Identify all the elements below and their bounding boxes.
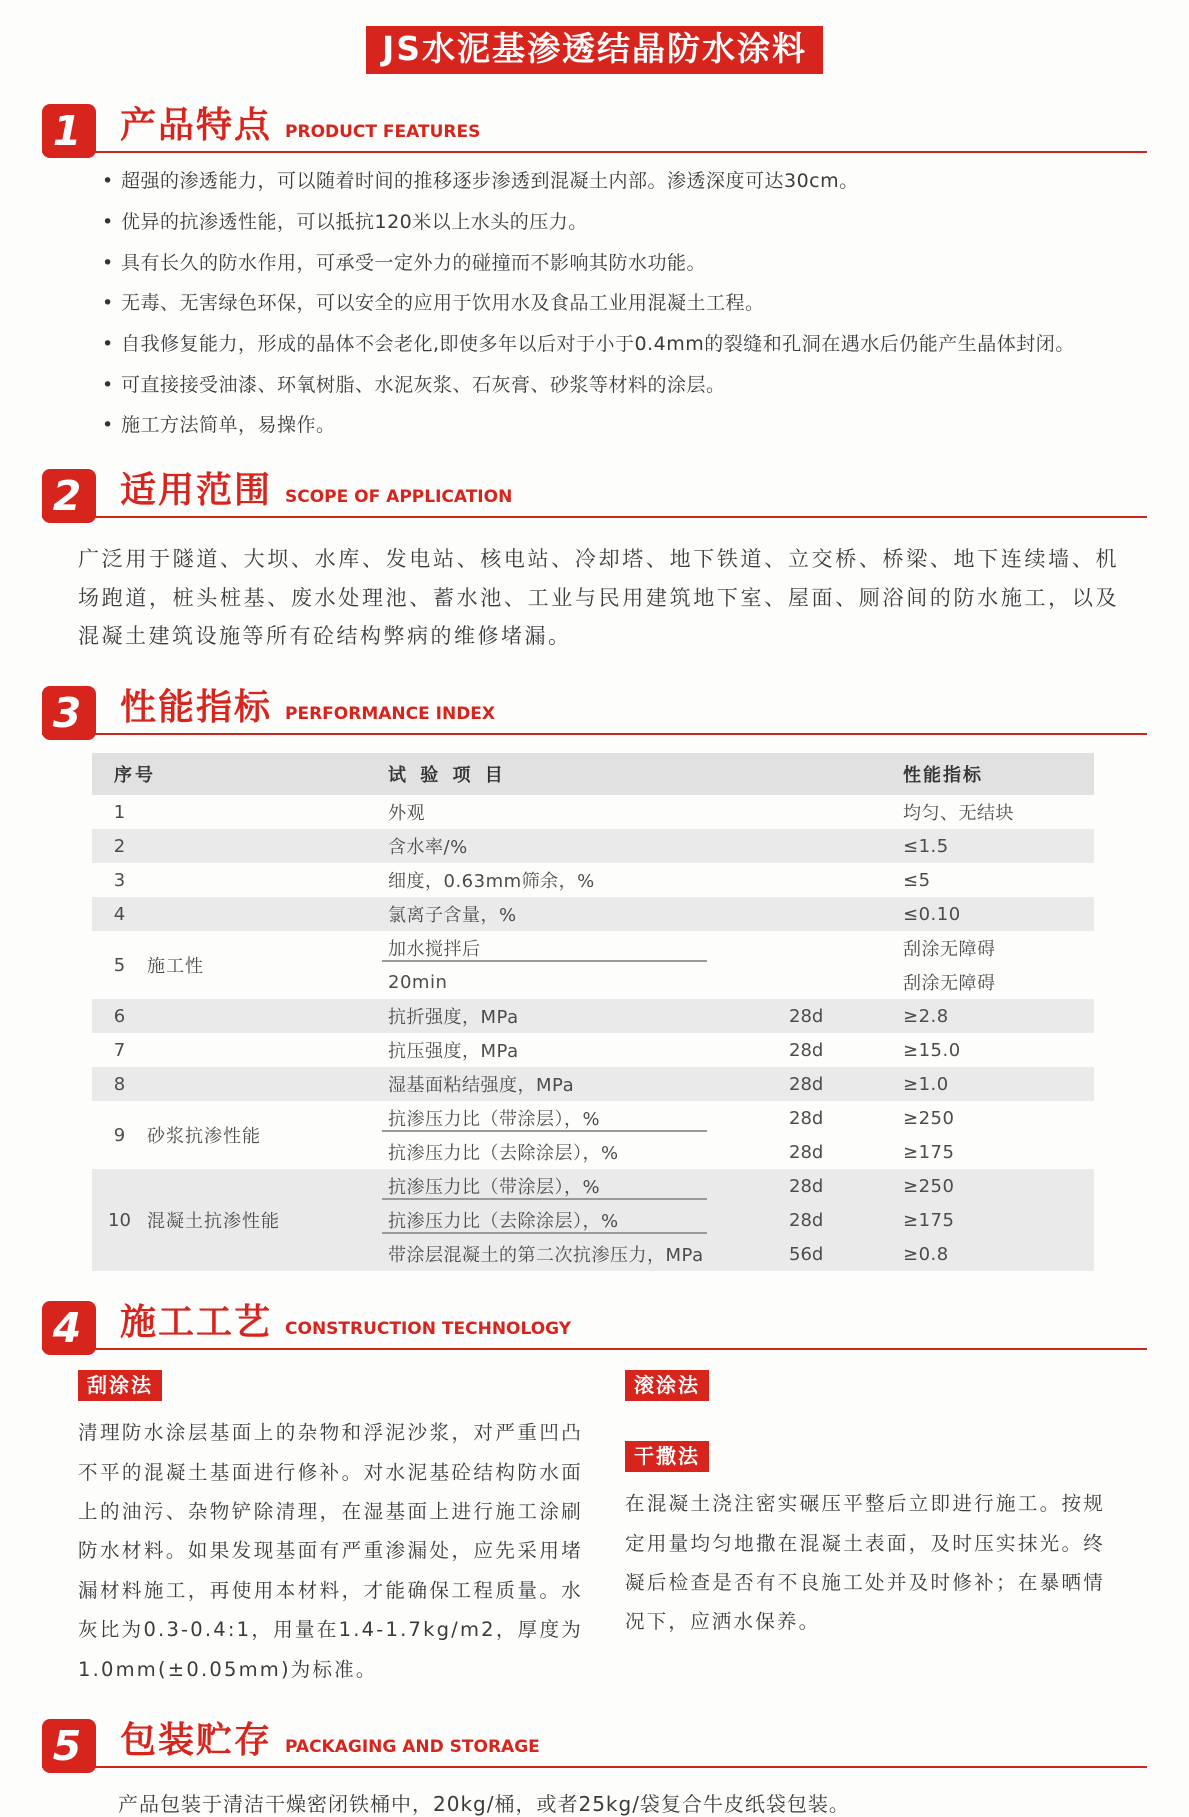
- cell-index-value: ≥15.0: [903, 1039, 961, 1061]
- section-subtitle: PACKAGING AND STORAGE: [285, 1736, 540, 1757]
- table-row: [92, 795, 1094, 829]
- section-construction: [42, 1301, 1147, 1689]
- cell-age: 28d: [789, 1175, 824, 1197]
- section-title: 产品特点: [120, 105, 273, 147]
- section-number-badge: 4: [42, 1301, 96, 1355]
- cell-index-value: ≥250: [903, 1175, 955, 1197]
- header-item: 试 验 项 目: [388, 765, 507, 787]
- table-subrow: [382, 999, 1094, 1033]
- feature-item: • 无毒、无害绿色环保，可以安全的应用于饮用水及食品工业用混凝土工程。: [102, 291, 1147, 317]
- cell-test-item: 加水搅拌后: [382, 935, 767, 961]
- section-title: 包装贮存: [120, 1719, 273, 1761]
- header-no: 序号: [114, 765, 156, 787]
- section-performance-header: [42, 686, 1147, 738]
- section-performance: [42, 686, 1147, 1271]
- table-subrow: [382, 1135, 1094, 1169]
- header-value: 性能指标: [903, 765, 983, 787]
- table-row: [92, 1067, 1094, 1101]
- table-subrow: [382, 829, 1094, 863]
- table-subrow: [382, 1067, 1094, 1101]
- row-number: 2: [113, 835, 126, 857]
- cell-test-item: 含水率/%: [388, 837, 468, 859]
- feature-item: • 可直接接受油漆、环氧树脂、水泥灰浆、石灰膏、砂浆等材料的涂层。: [102, 373, 1147, 399]
- table-subrow: [382, 897, 1094, 931]
- features-list: [102, 169, 1147, 438]
- cell-index-value: ≤0.10: [903, 903, 961, 925]
- method-text: 清理防水涂层基面上的杂物和浮泥沙浆，对严重凹凸不平的混凝土基面进行修补。对水泥基砼结构防水面上的油污、杂物铲除清理，在湿基面上进行施工涂刷防水材料。如果发现基面有严重渗漏处，应先采用堵漏材料施工，再使用本材料，才能确保工程质量。水灰比为0.3-0.4:1，用量在1.4-1.7kg/m2，厚度为1.0mm(±0.05mm)为标准。: [78, 1421, 583, 1681]
- row-number: 5: [113, 954, 126, 976]
- cell-index-value: ≥175: [903, 1141, 955, 1163]
- cell-test-item: 抗渗压力比（带涂层），%: [382, 1173, 767, 1199]
- cell-test-item: 外观: [388, 803, 425, 825]
- section-title: 施工工艺: [120, 1302, 273, 1344]
- table-subrow: [382, 1169, 1094, 1203]
- method-roll: [625, 1370, 1105, 1401]
- cell-age: 56d: [789, 1243, 824, 1265]
- product-title: JS水泥基渗透结晶防水涂料: [366, 26, 823, 74]
- cell-age: 28d: [789, 1107, 824, 1129]
- section-number-badge: 2: [42, 469, 96, 523]
- cell-test-item: 氯离子含量，%: [388, 905, 517, 927]
- cell-test-item: 细度，0.63mm筛余，%: [388, 871, 595, 893]
- table-subrow: [382, 1033, 1094, 1067]
- row-subitems: [382, 1169, 1094, 1271]
- table-row: [92, 829, 1094, 863]
- table-row: [92, 863, 1094, 897]
- cell-test-item: 抗渗压力比（带涂层），%: [382, 1105, 767, 1131]
- row-number: 8: [113, 1073, 126, 1095]
- table-subrow: [382, 863, 1094, 897]
- section-subtitle: PRODUCT FEATURES: [285, 122, 481, 143]
- feature-item: • 自我修复能力，形成的晶体不会老化,即使多年以后对于小于0.4mm的裂缝和孔洞在遇水后仍能产生晶体封闭。: [102, 332, 1147, 358]
- row-number: 6: [113, 1005, 126, 1027]
- construction-columns: [78, 1370, 1147, 1689]
- row-number: 9: [113, 1124, 126, 1146]
- table-subrow: [382, 931, 1094, 965]
- row-category: [147, 829, 382, 863]
- cell-test-item: 20min: [388, 971, 448, 993]
- packaging-paragraph: 产品包装于清洁干燥密闭铁桶中，20kg/桶，或者25kg/袋复合牛皮纸袋包装。: [118, 1791, 850, 1816]
- section-scope-header: [42, 469, 1147, 518]
- method-badge: 滚涂法: [625, 1370, 709, 1401]
- row-subitems: [382, 1101, 1094, 1169]
- section-number-badge: 3: [42, 686, 96, 740]
- section-subtitle: SCOPE OF APPLICATION: [285, 486, 513, 507]
- cell-index-value: ≥1.0: [903, 1073, 949, 1095]
- cell-age: 28d: [789, 1141, 824, 1163]
- section-features-header: [42, 104, 1147, 156]
- table-subrow: [382, 1203, 1094, 1237]
- feature-item: • 超强的渗透能力，可以随着时间的推移逐步渗透到混凝土内部。渗透深度可达30cm。: [102, 169, 1147, 195]
- cell-age: 28d: [789, 1073, 824, 1095]
- section-packaging-header: [42, 1719, 1147, 1768]
- scope-paragraph: 广泛用于隧道、大坝、水库、发电站、核电站、冷却塔、地下铁道、立交桥、桥梁、地下连续墙、机场跑道，桩头桩基、废水处理池、蓄水池、工业与民用建筑地下室、屋面、厕浴间的防水施工，以及混凝土建筑设施等所有砼结构弊病的维修堵漏。: [78, 546, 1119, 649]
- feature-item: • 具有长久的防水作用，可承受一定外力的碰撞而不影响其防水功能。: [102, 251, 1147, 277]
- row-category: [147, 1033, 382, 1067]
- feature-item: • 优异的抗渗透性能，可以抵抗120米以上水头的压力。: [102, 210, 1147, 236]
- section-packaging: [42, 1719, 1147, 1817]
- table-row: [92, 999, 1094, 1033]
- cell-index-value: ≥175: [903, 1209, 955, 1231]
- cell-index-value: ≤1.5: [903, 835, 949, 857]
- table-row: [92, 1169, 1094, 1271]
- table-header-row: [92, 753, 1094, 795]
- cell-age: 28d: [789, 1209, 824, 1231]
- construction-left-column: [78, 1370, 583, 1689]
- section-subtitle: CONSTRUCTION TECHNOLOGY: [285, 1319, 572, 1340]
- cell-index-value: 均匀、无结块: [903, 803, 1014, 825]
- row-number: 4: [113, 903, 126, 925]
- row-subitems: [382, 863, 1094, 897]
- row-category: [147, 999, 382, 1033]
- cell-test-item: 带涂层混凝土的第二次抗渗压力，MPa: [388, 1245, 704, 1267]
- section-number-badge: 1: [42, 104, 96, 158]
- method-scrape: [78, 1370, 583, 1689]
- cell-index-value: 刮涂无障碍: [903, 939, 996, 961]
- cell-age: 28d: [789, 1039, 824, 1061]
- row-subitems: [382, 1067, 1094, 1101]
- row-subitems: [382, 897, 1094, 931]
- table-row: [92, 931, 1094, 999]
- table-subrow: [382, 1101, 1094, 1135]
- method-text: 在混凝土浇注密实碾压平整后立即进行施工。按规定用量均匀地撒在混凝土表面，及时压实抹光。终凝后检查是否有不良施工处并及时修补；在暴晒情况下，应洒水保养。: [625, 1492, 1105, 1634]
- construction-right-column: [625, 1370, 1105, 1689]
- section-features: [42, 104, 1147, 438]
- row-number: 10: [108, 1209, 131, 1231]
- cell-test-item: 抗渗压力比（去除涂层），%: [388, 1143, 619, 1165]
- table-subrow: [382, 965, 1094, 999]
- table-subrow: [382, 795, 1094, 829]
- row-subitems: [382, 999, 1094, 1033]
- row-category: [147, 1067, 382, 1101]
- row-subitems: [382, 931, 1094, 999]
- table-row: [92, 1033, 1094, 1067]
- method-badge: 刮涂法: [78, 1370, 162, 1401]
- cell-index-value: ≥0.8: [903, 1243, 949, 1265]
- cell-index-value: ≥250: [903, 1107, 955, 1129]
- table-row: [92, 897, 1094, 931]
- section-title: 性能指标: [120, 687, 273, 729]
- cell-index-value: ≥2.8: [903, 1005, 949, 1027]
- row-category: 砂浆抗渗性能: [147, 1126, 261, 1148]
- performance-table: [92, 753, 1094, 1271]
- row-category: [147, 795, 382, 829]
- section-title: 适用范围: [120, 469, 273, 511]
- cell-test-item: 湿基面粘结强度，MPa: [388, 1075, 575, 1097]
- row-number: 1: [113, 801, 126, 823]
- method-badge: 干撒法: [625, 1441, 709, 1472]
- row-subitems: [382, 795, 1094, 829]
- cell-test-item: 抗渗压力比（去除涂层），%: [382, 1207, 767, 1233]
- row-number: 7: [113, 1039, 126, 1061]
- table-subrow: [382, 1237, 1094, 1271]
- method-dry-sprinkle: [625, 1441, 1105, 1642]
- row-category: 施工性: [147, 956, 204, 978]
- cell-test-item: 抗折强度，MPa: [388, 1007, 519, 1029]
- row-category: 混凝土抗渗性能: [147, 1211, 280, 1233]
- row-subitems: [382, 829, 1094, 863]
- section-subtitle: PERFORMANCE INDEX: [285, 704, 496, 725]
- cell-age: 28d: [789, 1005, 824, 1027]
- row-category: [147, 863, 382, 897]
- feature-item: • 施工方法简单，易操作。: [102, 413, 1147, 439]
- cell-test-item: 抗压强度，MPa: [388, 1041, 519, 1063]
- row-subitems: [382, 1033, 1094, 1067]
- section-scope: [42, 469, 1147, 657]
- section-construction-header: [42, 1301, 1147, 1353]
- section-number-badge: 5: [42, 1719, 96, 1773]
- cell-index-value: ≤5: [903, 869, 931, 891]
- table-row: [92, 1101, 1094, 1169]
- cell-index-value: 刮涂无障碍: [903, 973, 996, 995]
- row-category: [147, 897, 382, 931]
- row-number: 3: [113, 869, 126, 891]
